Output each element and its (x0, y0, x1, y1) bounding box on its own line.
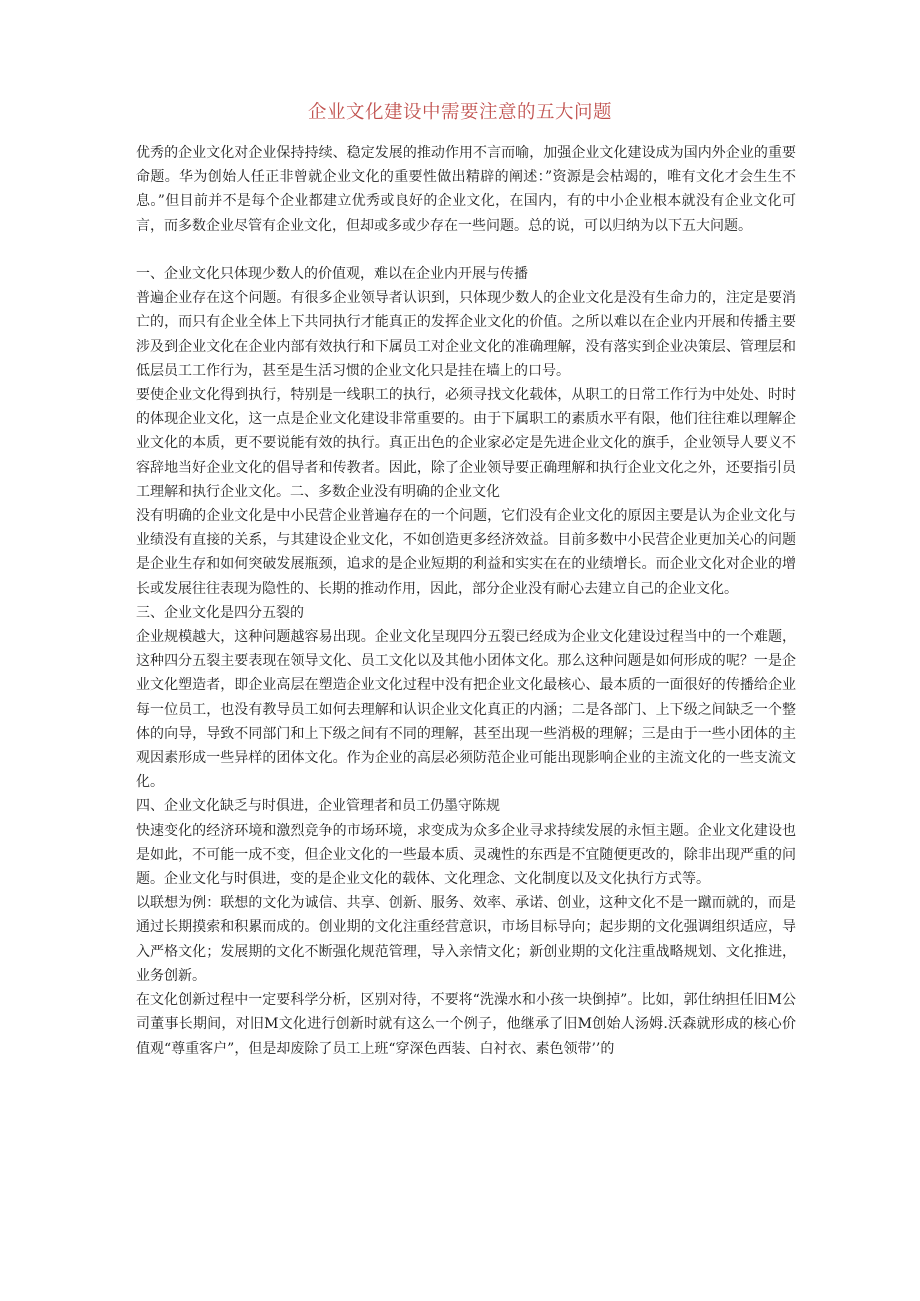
section-heading-4: 四、企业文化缺乏与时俱进，企业管理者和员工仍墨守陈规 (136, 798, 500, 815)
section-heading-3: 三、企业文化是四分五裂的 (136, 604, 304, 621)
document-body (136, 141, 796, 1061)
paragraph-intro: 优秀的企业文化对企业保持持续、稳定发展的推动作用不言而喻，加强企业文化建设成为国内外企业的重要命题。华为创始人任正非曾就企业文化的重要性做出精辟的阐述：”资源是会枯竭的，唯有文化才会生生不息。”但目前并不是每个企业都建立优秀或良好的企业文化，在国内，有的中小企业根本就没有企业文化可言，而多数企业尽管有企业文化，但却或多或少存在一些问题。总的说，可以归纳为以下五大问题。 (136, 145, 796, 234)
section-heading-1: 一、企业文化只体现少数人的价值观，难以在企业内开展与传播 (136, 266, 528, 282)
paragraph-section-1a: 普遍企业存在这个问题。有很多企业领导者认识到，只体现少数人的企业文化是没有生命力的，注定是要消亡的，而只有企业全体上下共同执行才能真正的发挥企业文化的价值。之所以难以在企业内开展和传播主要涉及到企业文化在企业内部有效执行和下属员工对企业文化的准确理解，没有落实到企业决策层、管理层和低层员工工作行为，甚至是生活习惯的企业文化只是挂在墙上的口号。 (136, 290, 796, 379)
paragraph-section-3: 企业规模越大，这种问题越容易出现。企业文化呈现四分五裂已经成为企业文化建设过程当中的一个难题，这种四分五裂主要表现在领导文化、员工文化以及其他小团体文化。那么这种问题是如何形成的呢？一是企业文化塑造者，即企业高层在塑造企业文化过程中没有把企业文化最核心、最本质的一面很好的传播给企业每一位员工，也没有教导员工如何去理解和认识企业文化真正的内涵；二是各部门、上下级之间缺乏一个整体的向导，导致不同部门和上下级之间有不同的理解，甚至出现一些消极的理解；三是由于一些小团体的主观因素形成一些异样的团体文化。作为企业的高层必须防范企业可能出现影响企业的主流文化的一些支流文化。 (136, 629, 796, 791)
paragraph-section-1b: 要使企业文化得到执行，特别是一线职工的执行，必须寻找文化载体，从职工的日常工作行为中处处、时时的体现企业文化，这一点是企业文化建设非常重要的。由于下属职工的素质水平有限，他们往往难以理解企业文化的本质，更不要说能有效的执行。真正出色的企业家必定是先进企业文化的旗手，企业领导人要义不容辞地当好企业文化的倡导者和传教者。因此，除了企业领导要正确理解和执行企业文化之外，还要指引员工理解和执行企业文化。二、多数企业没有明确的企业文化 (136, 387, 796, 500)
paragraph-section-4b: 以联想为例：联想的文化为诚信、共享、创新、服务、效率、承诺、创业，这种文化不是一蹴而就的，而是通过长期摸索和积累而成的。创业期的文化注重经营意识，市场目标导向；起步期的文化强调组织适应，导入严格文化；发展期的文化不断强化规范管理，导入亲情文化；新创业期的文化注重战略规划、文化推进，业务创新。 (136, 895, 796, 984)
paragraph-spacer (136, 238, 796, 262)
paragraph-section-4a: 快速变化的经济环境和激烈竞争的市场环境，求变成为众多企业寻求持续发展的永恒主题。企业文化建设也是如此，不可能一成不变，但企业文化的一些最本质、灵魂性的东西是不宜随便更改的，除非出现严重的问题。企业文化与时俱进，变的是企业文化的载体、文化理念、文化制度以及文化执行方式等。 (136, 822, 796, 888)
document-title: 企业文化建设中需要注意的五大问题 (307, 102, 612, 123)
paragraph-section-4c: 在文化创新过程中一定要科学分析，区别对待，不要将“洗澡水和小孩一块倒掉”。比如，郭仕纳担任旧M公司董事长期间，对旧M文化进行创新时就有这么一个例子，他继承了旧M创始人汤姆.沃森就形成的核心价值观“尊重客户”，但是却废除了员工上班“穿深色西装、白衬衣、素色领带’’的 (136, 992, 796, 1057)
paragraph-section-2: 没有明确的企业文化是中小民营企业普遍存在的一个问题，它们没有企业文化的原因主要是认为企业文化与业绩没有直接的关系，与其建设企业文化，不如创造更多经济效益。目前多数中小民营企业更加关心的问题是企业生存和如何突破发展瓶颈，追求的是企业短期的利益和实实在在的业绩增长。而企业文化对企业的增长或发展往往表现为隐性的、长期的推动作用，因此，部分企业没有耐心去建立自己的企业文化。 (136, 508, 796, 597)
